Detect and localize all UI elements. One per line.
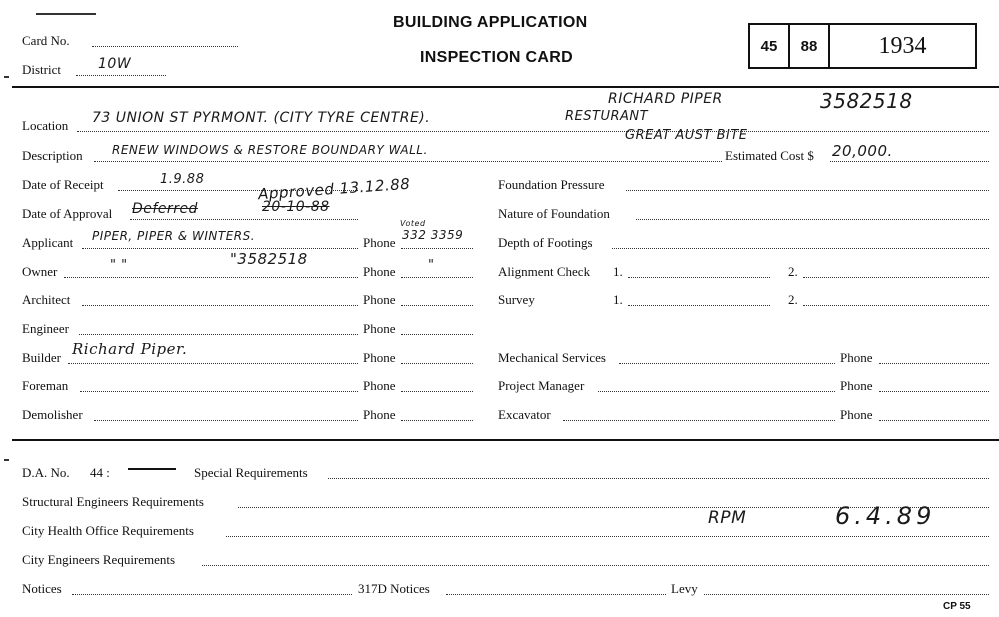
date-of-receipt-label: Date of Receipt <box>22 177 104 192</box>
box-88: 88 <box>790 25 830 67</box>
notices-317d-label: 317D Notices <box>358 581 430 596</box>
levy-line <box>704 594 989 595</box>
description-label: Description <box>22 148 83 163</box>
location-line <box>77 131 989 132</box>
builder-signature: Richard Piper. <box>72 340 188 358</box>
excavator-line <box>563 420 835 421</box>
card-no-line <box>92 46 238 47</box>
form-code: CP 55 <box>943 601 971 612</box>
approval-struck-value: Deferred <box>132 201 198 217</box>
city-engineers-line <box>202 565 989 566</box>
depth-of-footings-label: Depth of Footings <box>498 235 593 250</box>
card-no-label: Card No. <box>22 33 70 48</box>
builder-line <box>68 363 358 364</box>
mechanical-services-label: Mechanical Services <box>498 350 606 365</box>
note-phone: 3582518 <box>820 89 913 113</box>
builder-phone-label: Phone <box>363 350 396 365</box>
demolisher-line <box>94 420 358 421</box>
applicant-phone-value: 332 3359 <box>402 228 464 242</box>
architect-line <box>82 305 358 306</box>
foreman-phone-line <box>401 391 473 392</box>
note-great-aust-bite: GREAT AUST BITE <box>625 128 748 143</box>
estimated-cost-line <box>830 161 989 162</box>
notices-line <box>72 594 352 595</box>
description-line <box>94 161 722 162</box>
owner-line <box>64 277 358 278</box>
owner-value: " " <box>110 258 128 273</box>
da-no-dash <box>128 468 176 470</box>
demolisher-phone-line <box>401 420 473 421</box>
architect-phone-label: Phone <box>363 292 396 307</box>
card-number: 1934 <box>878 32 927 59</box>
notices-317d-line <box>446 594 666 595</box>
edge-mark <box>4 76 9 78</box>
mechanical-phone-line <box>879 363 989 364</box>
foreman-line <box>80 391 358 392</box>
edge-mark <box>4 459 9 461</box>
survey-2-line <box>803 305 989 306</box>
engineer-line <box>79 334 358 335</box>
da-no-value: 44 : <box>90 465 110 480</box>
health-requirements-label: City Health Office Requirements <box>22 523 194 538</box>
date-of-approval-label: Date of Approval <box>22 206 113 221</box>
demolisher-phone-label: Phone <box>363 407 396 422</box>
applicant-value: PIPER, PIPER & WINTERS. <box>92 229 256 243</box>
note-name: RICHARD PIPER <box>608 91 723 107</box>
title-line1: BUILDING APPLICATION <box>393 14 588 31</box>
mechanical-phone-label: Phone <box>840 350 873 365</box>
approval-date-value: 20-10-88 <box>262 199 330 215</box>
depth-of-footings-line <box>612 248 989 249</box>
health-initials: RPM <box>708 508 747 528</box>
architect-label: Architect <box>22 292 71 307</box>
mechanical-services-line <box>619 363 835 364</box>
applicant-phone-note: Voted <box>400 219 426 228</box>
notices-label: Notices <box>22 581 62 596</box>
survey-2-label: 2. <box>788 292 798 307</box>
foundation-pressure-label: Foundation Pressure <box>498 177 605 192</box>
card-number-boxes <box>748 23 977 69</box>
survey-label: Survey <box>498 292 535 307</box>
project-manager-phone-line <box>879 391 989 392</box>
demolisher-label: Demolisher <box>22 407 83 422</box>
alignment-2-label: 2. <box>788 264 798 279</box>
alignment-check-label: Alignment Check <box>498 264 591 279</box>
estimated-cost-value: 20,000. <box>832 142 893 160</box>
estimated-cost-label: Estimated Cost $ <box>725 148 814 163</box>
survey-1-label: 1. <box>613 292 623 307</box>
title-line2: INSPECTION CARD <box>420 49 573 66</box>
location-label: Location <box>22 118 69 133</box>
location-value: 73 UNION ST PYRMONT. (CITY TYRE CENTRE). <box>92 110 431 126</box>
middle-rule <box>12 439 999 441</box>
builder-label: Builder <box>22 350 61 365</box>
special-requirements-label: Special Requirements <box>194 465 308 480</box>
city-engineers-label: City Engineers Requirements <box>22 552 176 567</box>
alignment-1-line <box>628 277 770 278</box>
applicant-phone-label: Phone <box>363 235 396 250</box>
engineer-phone-line <box>401 334 473 335</box>
nature-of-foundation-line <box>636 219 989 220</box>
owner-phone-label: Phone <box>363 264 396 279</box>
project-manager-label: Project Manager <box>498 378 585 393</box>
foreman-phone-label: Phone <box>363 378 396 393</box>
description-value: RENEW WINDOWS & RESTORE BOUNDARY WALL. <box>112 143 428 157</box>
corner-scribble <box>36 13 96 15</box>
owner-phone-value: " <box>428 258 435 273</box>
excavator-label: Excavator <box>498 407 551 422</box>
structural-requirements-label: Structural Engineers Requirements <box>22 494 204 509</box>
district-line <box>76 75 166 76</box>
alignment-1-label: 1. <box>613 264 623 279</box>
approved-note: Approved 13.12.88 <box>257 174 411 204</box>
foreman-label: Foreman <box>22 378 69 393</box>
builder-phone-line <box>401 363 473 364</box>
excavator-phone-line <box>879 420 989 421</box>
engineer-label: Engineer <box>22 321 69 336</box>
special-requirements-line <box>328 478 989 479</box>
foundation-pressure-line <box>626 190 989 191</box>
owner-value-2: "3582518 <box>230 250 308 268</box>
district-label: District <box>22 62 61 77</box>
district-value: 10W <box>98 56 132 72</box>
engineer-phone-label: Phone <box>363 321 396 336</box>
note-restaurant: RESTURANT <box>565 109 649 124</box>
project-manager-phone-label: Phone <box>840 378 873 393</box>
date-of-receipt-value: 1.9.88 <box>160 172 205 187</box>
box-45: 45 <box>750 25 790 67</box>
owner-phone-line <box>401 277 473 278</box>
health-date: 6.4.89 <box>835 502 936 530</box>
levy-label: Levy <box>671 581 698 596</box>
architect-phone-line <box>401 305 473 306</box>
header-rule <box>12 86 999 88</box>
owner-label: Owner <box>22 264 58 279</box>
health-requirements-line <box>226 536 989 537</box>
nature-of-foundation-label: Nature of Foundation <box>498 206 610 221</box>
excavator-phone-label: Phone <box>840 407 873 422</box>
alignment-2-line <box>803 277 989 278</box>
applicant-line <box>82 248 358 249</box>
applicant-label: Applicant <box>22 235 74 250</box>
date-of-approval-line <box>130 219 358 220</box>
project-manager-line <box>598 391 835 392</box>
da-no-label: D.A. No. <box>22 465 70 480</box>
applicant-phone-line <box>401 248 473 249</box>
survey-1-line <box>628 305 770 306</box>
